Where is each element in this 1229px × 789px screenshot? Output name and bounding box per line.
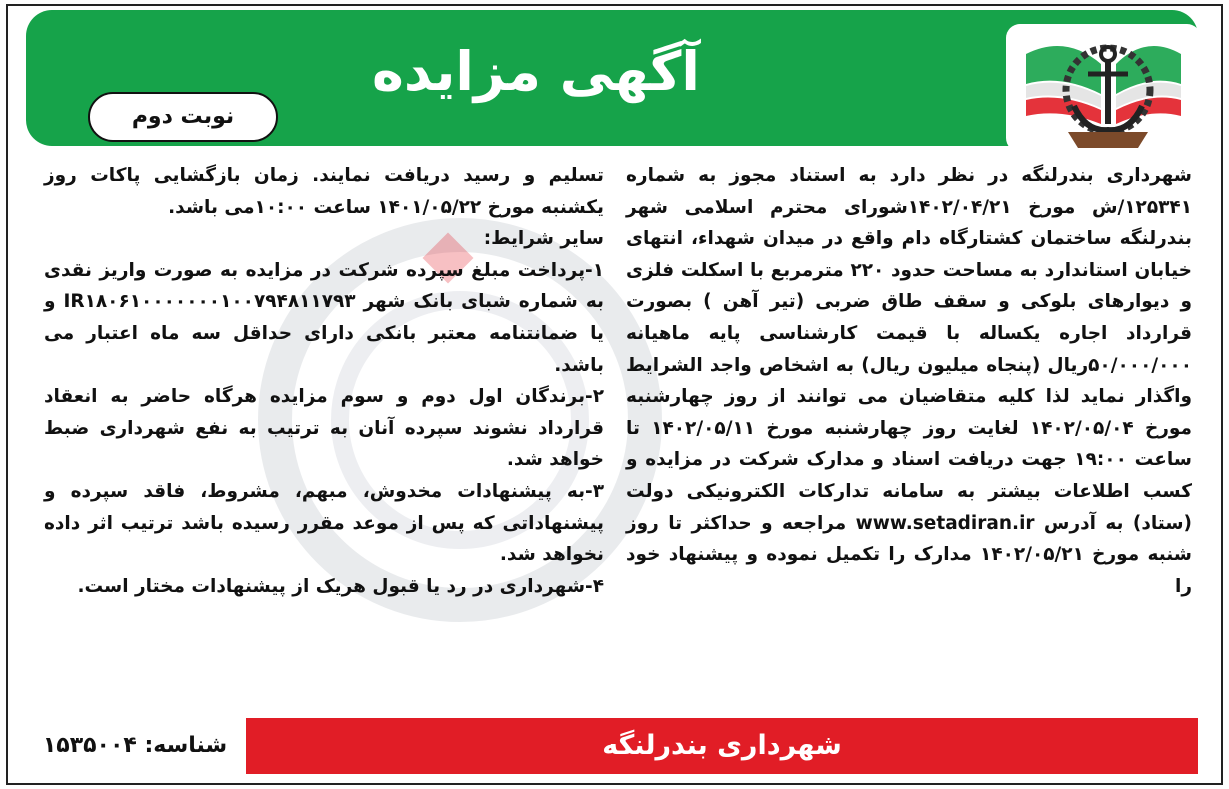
round-badge: نوبت دوم	[88, 92, 278, 142]
condition-3: ۳-به پیشنهادات مخدوش، مبهم، مشروط، فاقد سپرده و پیشنهاداتی که پس از موعد مقرر رسیده باشد ترتیب اثر داده نخواهد شد.	[44, 480, 604, 566]
conditions-heading: سایر شرایط:	[483, 228, 604, 250]
ad-title: آگهی مزایده	[372, 40, 700, 103]
ad-id-label: شناسه: ۱۵۳۵۰۰۴	[42, 733, 228, 758]
header-banner	[26, 10, 1198, 146]
anchor-emblem-icon	[1006, 24, 1201, 152]
announcement-main-paragraph: شهرداری بندرلنگه در نظر دارد به استناد مجوز به شماره ۱۲۵۳۴۱/ش مورخ ۱۴۰۲/۰۴/۲۱شورای محترم اسلامی شهر بندرلنگه ساختمان کشتارگاه دام واقع در میدان شهداء، انتهای خیابان استاندارد به مساحت حدود ۲۲۰ مترمربع با اسکلت فلزی و دیوارهای بلوکی و سقف طاق ضربی (تیر آهن ) بصورت قرارداد اجاره یکساله با قیمت کارشناسی پایه ماهیانه ۵۰/۰۰۰/۰۰۰ریال (پنجاه میلیون ریال) به اشخاص واجد الشرایط واگذار نماید لذا کلیه متقاضیان می توانند از روز چهارشنبه مورخ ۱۴۰۲/۰۵/۰۴ لغایت روز چهارشنبه مورخ ۱۴۰۲/۰۵/۱۱ تا ساعت ۱۹:۰۰ جهت دریافت اسناد و مدارک شرکت در مزایده و کسب اطلاعات بیشتر به سامانه تدارکات الکترونیکی دولت (ستاد) به آدرس www.setadiran.ir مراجعه و حداکثر تا روز شنبه مورخ ۱۴۰۲/۰۵/۲۱ مدارک را تکمیل نموده و پیشنهاد خود را	[626, 165, 1193, 597]
municipality-logo	[1006, 24, 1201, 152]
announcement-column-right	[626, 160, 1192, 708]
announcement-column-left	[44, 160, 604, 708]
condition-1: ۱-پرداخت مبلغ سپرده شرکت در مزایده به صورت واریز نقدی به شماره شبای بانک شهر IR۱۸۰۶۱۰۰۰۰۰۰۰۱۰۰۷۹۴۸۱۱۷۹۳ و یا ضمانتنامه معتبر بانکی دارای حداقل سه ماه اعتبار می باشد.	[44, 259, 604, 376]
announcement-intro: تسلیم و رسید دریافت نمایند. زمان بازگشایی پاکات روز یکشنبه مورخ ۱۴۰۱/۰۵/۲۲ ساعت ۱۰:۰۰می باشد.	[44, 165, 604, 218]
condition-2: ۲-برندگان اول دوم و سوم مزایده هرگاه حاضر به انعقاد قرارداد نشوند سپرده آنان به ترتیب به نفع شهرداری ضبط خواهد شد.	[44, 386, 604, 471]
condition-4: ۴-شهرداری در رد یا قبول هریک از پیشنهادات مختار است.	[77, 575, 604, 597]
issuer-banner: شهرداری بندرلنگه	[246, 718, 1198, 774]
